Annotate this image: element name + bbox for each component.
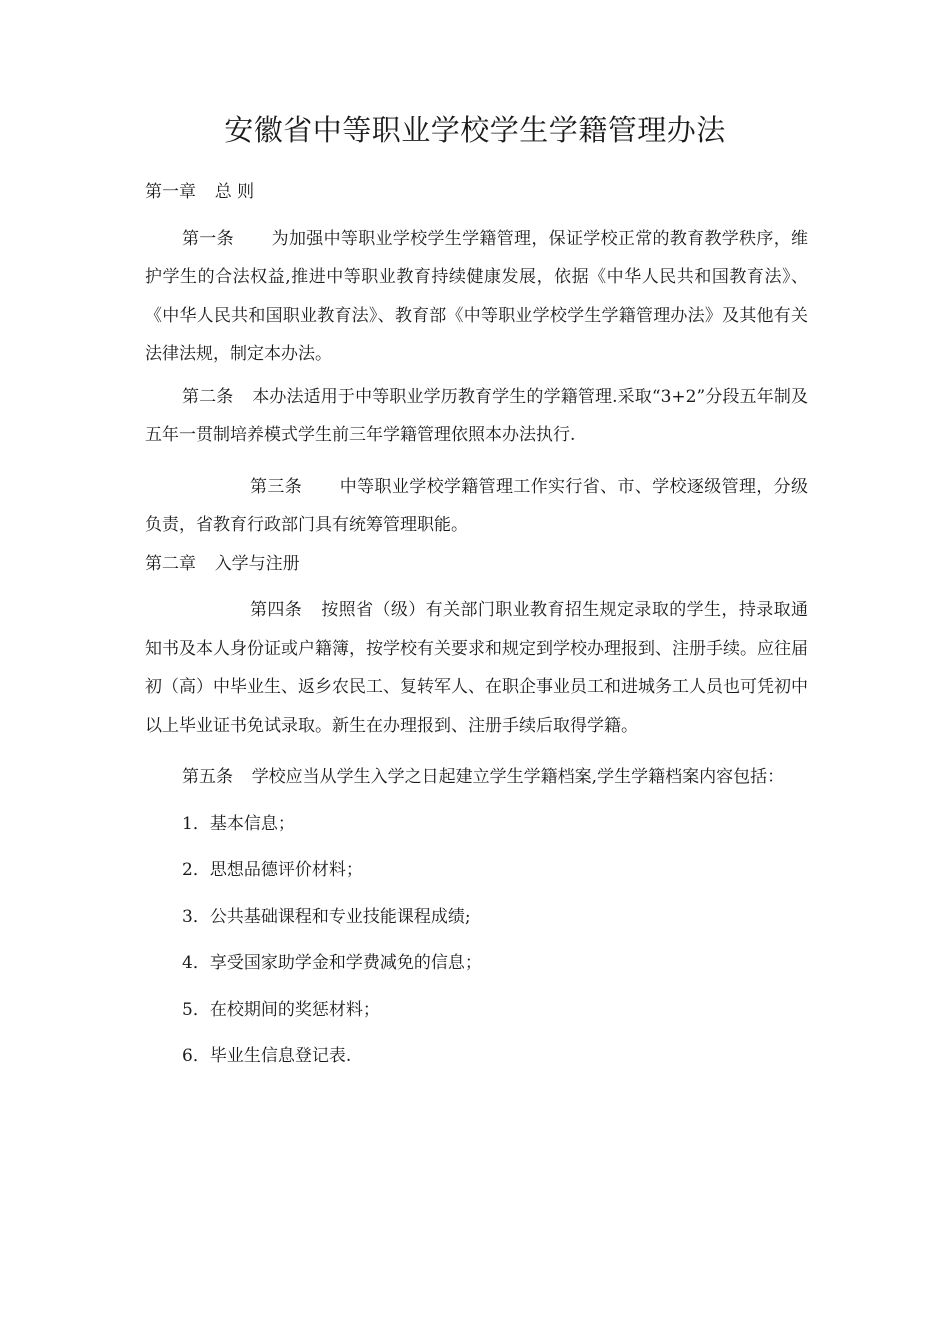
article-label: 第五条	[182, 767, 233, 787]
chapter-label: 第二章	[145, 553, 196, 574]
chapter-heading-2	[145, 545, 808, 584]
list-item-number: 2．	[182, 860, 210, 880]
list-item-number: 3．	[182, 906, 210, 927]
list-item-number: 1．	[182, 813, 210, 834]
list-item-text: 基本信息；	[209, 813, 295, 834]
article-text: 本办法适用于中等职业学历教育学生的学籍管理.采取“3+2”分段五年制及五年一贯制培养模式学生前三年学籍管理依照本办法执行.	[145, 386, 809, 445]
article-text: 为加强中等职业学校学生学籍管理，保证学校正常的教育教学秩序，维护学生的合法权益,推进中等职业教育持续健康发展，依据《中华人民共和国教育法》、《中华人民共和国职业教育法》、教育部《中等职业学校学生学籍管理办法》及其他有关法律法规，制定本办法。	[145, 228, 808, 364]
chapter-name: 总 则	[214, 182, 255, 202]
chapter-label: 第一章	[145, 182, 196, 202]
list-item	[145, 1037, 808, 1076]
article-3	[145, 468, 808, 545]
document-body	[145, 173, 808, 1076]
list-item-text: 毕业生信息登记表.	[209, 1046, 352, 1066]
article-2	[145, 378, 808, 455]
document-title: 安徽省中等职业学校学生学籍管理办法	[224, 113, 726, 147]
list-item	[145, 805, 808, 844]
article-1	[145, 220, 808, 374]
article-label: 第二条	[182, 386, 234, 407]
article-label: 第一条	[182, 228, 234, 249]
list-item-number: 6．	[182, 1046, 210, 1066]
list-item-number: 4．	[182, 953, 210, 973]
chapter-heading-1	[145, 173, 808, 212]
article-text: 中等职业学校学籍管理工作实行省、市、学校逐级管理，分级负责，省教育行政部门具有统筹管理职能。	[145, 476, 809, 535]
list-item	[145, 851, 808, 890]
list-item-text: 在校期间的奖惩材料；	[209, 999, 380, 1020]
article-text: 学校应当从学生入学之日起建立学生学籍档案,学生学籍档案内容包括：	[251, 767, 785, 787]
list-item-text: 公共基础课程和专业技能课程成绩;	[209, 906, 471, 927]
chapter-name: 入学与注册	[214, 553, 300, 574]
article-label: 第四条	[250, 600, 303, 620]
article-text: 按照省（级）有关部门职业教育招生规定录取的学生，持录取通知书及本人身份证或户籍簿，按学校有关要求和规定到学校办理报到、注册手续。应往届初（高）中毕业生、返乡农民工、复转军人、在职企事业员工和进城务工人员也可凭初中以上毕业证书免试录取。新生在办理报到、注册手续后取得学籍。	[145, 600, 809, 736]
list-item	[145, 944, 808, 983]
list-item	[145, 898, 808, 937]
article-5	[145, 758, 808, 797]
article-4	[145, 591, 808, 745]
list-item-number: 5．	[182, 999, 210, 1020]
article-label: 第三条	[250, 476, 303, 497]
list-item-text: 享受国家助学金和学费减免的信息；	[209, 953, 482, 973]
list-item	[145, 991, 808, 1030]
list-item-text: 思想品德评价材料；	[209, 860, 363, 880]
